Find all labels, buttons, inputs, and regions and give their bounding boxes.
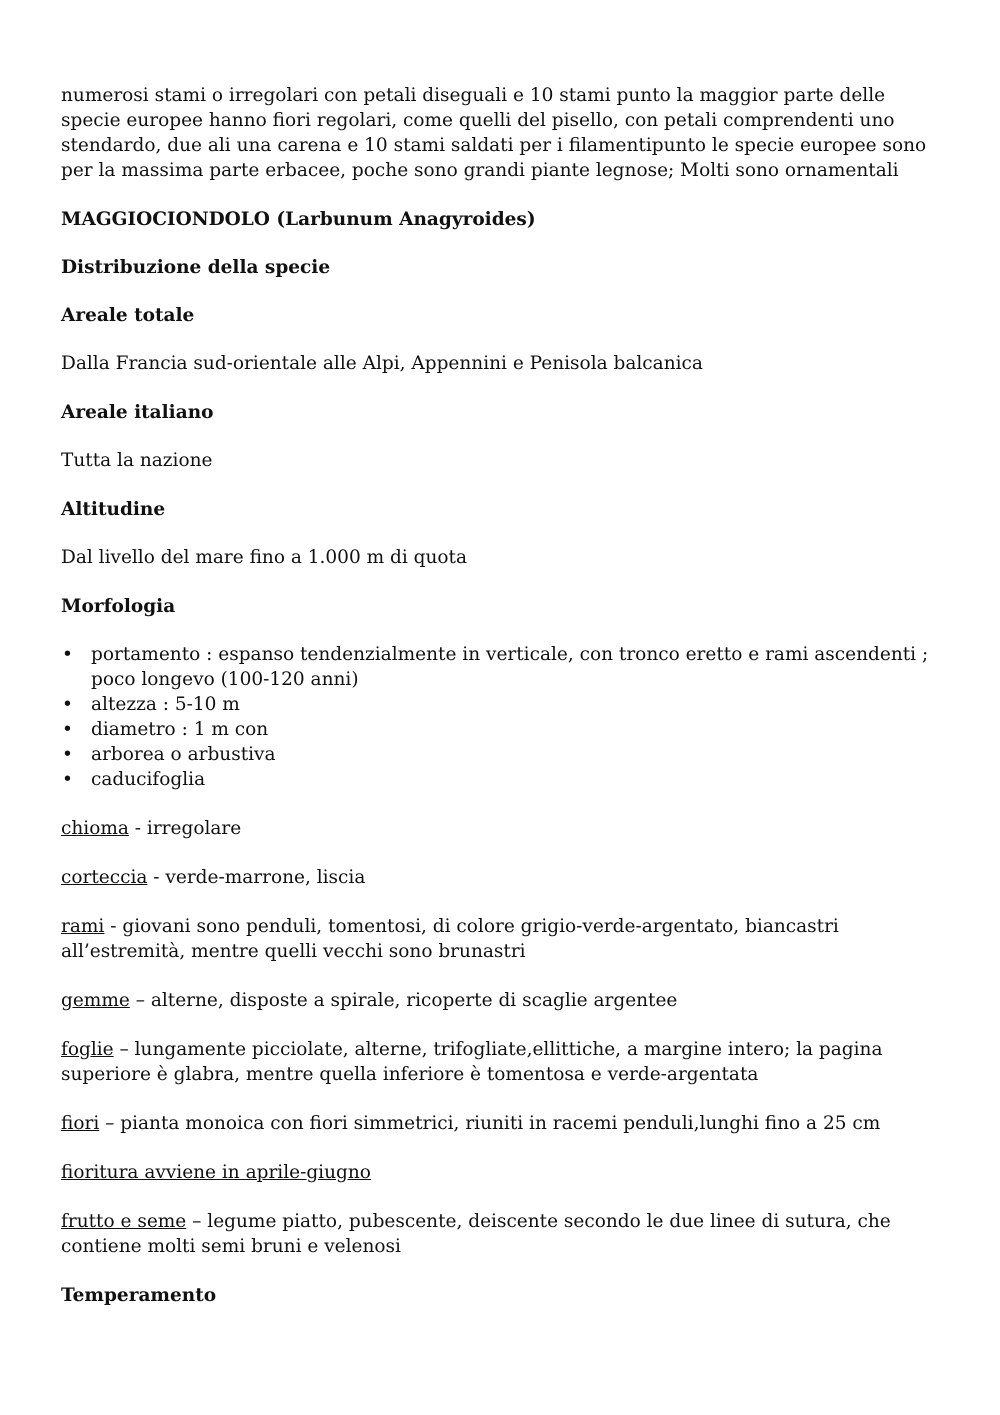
desc-chioma: - irregolare — [128, 818, 242, 839]
desc-foglie: – lungamente picciolate, alterne, trifogliate,ellittiche, a margine intero; la pagina superiore è glabra, mentre quella inferiore è tomentosa e verde-argentata — [61, 1039, 883, 1085]
bullet-arborea: • arborea o arbustiva — [61, 742, 941, 767]
bullet-portamento: • portamento : espanso tendenzialmente in verticale, con tronco eretto e rami ascendenti ; poco longevo (100-120 anni) — [61, 642, 941, 692]
areale-totale-heading: Areale totale — [61, 305, 195, 326]
desc-fiori: – pianta monoica con fiori simmetrici, riuniti in racemi penduli,lunghi fino a 25 cm — [99, 1113, 881, 1134]
altitudine-text: Dal livello del mare fino a 1.000 m di quota — [61, 547, 468, 568]
item-rami — [61, 914, 941, 964]
areale-totale-text: Dalla Francia sud-orientale alle Alpi, Appennini e Penisola balcanica — [61, 353, 703, 374]
term-chioma: chioma — [61, 818, 129, 839]
item-fiori — [61, 1111, 941, 1136]
item-frutto-seme — [61, 1209, 941, 1259]
item-corteccia — [61, 865, 941, 890]
term-fiori: fiori — [61, 1113, 100, 1134]
term-frutto-seme: frutto e seme — [61, 1211, 187, 1232]
document-page — [61, 83, 941, 1331]
term-gemme: gemme — [61, 990, 130, 1011]
altitudine-heading: Altitudine — [61, 499, 166, 520]
term-rami: rami — [61, 916, 105, 937]
areale-italiano-heading: Areale italiano — [61, 402, 214, 423]
desc-rami: - giovani sono penduli, tomentosi, di colore grigio-verde-argentato, biancastri all’estremità, mentre quelli vecchi sono brunastri — [61, 916, 839, 962]
bullet-altezza: • altezza : 5-10 m — [61, 692, 941, 717]
morfologia-bullet-list — [61, 642, 941, 792]
bullet-caducifoglia: • caducifoglia — [61, 767, 941, 792]
areale-italiano-text: Tutta la nazione — [61, 450, 213, 471]
morfologia-heading: Morfologia — [61, 596, 176, 617]
term-corteccia: corteccia — [61, 867, 148, 888]
bullet-diametro: • diametro : 1 m con — [61, 717, 941, 742]
item-foglie — [61, 1037, 941, 1087]
temperamento-heading: Temperamento — [61, 1285, 217, 1306]
species-title: MAGGIOCIONDOLO (Larbunum Anagyroides) — [61, 209, 536, 230]
desc-frutto-seme: – legume piatto, pubescente, deiscente secondo le due linee di sutura, che contiene molti semi bruni e velenosi — [61, 1211, 891, 1257]
item-gemme — [61, 988, 941, 1013]
item-chioma — [61, 816, 941, 841]
desc-gemme: – alterne, disposte a spirale, ricoperte di scaglie argentee — [129, 990, 678, 1011]
item-fioritura — [61, 1160, 941, 1185]
distribution-heading: Distribuzione della specie — [61, 257, 331, 278]
intro-paragraph: numerosi stami o irregolari con petali diseguali e 10 stami punto la maggior parte delle specie europee hanno fiori regolari, come quelli del pisello, con petali comprendenti uno stendardo, due ali una carena e 10 stami saldati per i filamentipunto le specie europee sono per la massima parte erbacee, poche sono grandi piante legnose; Molti sono ornamentali — [61, 85, 927, 181]
desc-corteccia: - verde-marrone, liscia — [147, 867, 366, 888]
term-foglie: foglie — [61, 1039, 114, 1060]
term-fioritura: fioritura avviene in aprile-giugno — [61, 1162, 371, 1183]
